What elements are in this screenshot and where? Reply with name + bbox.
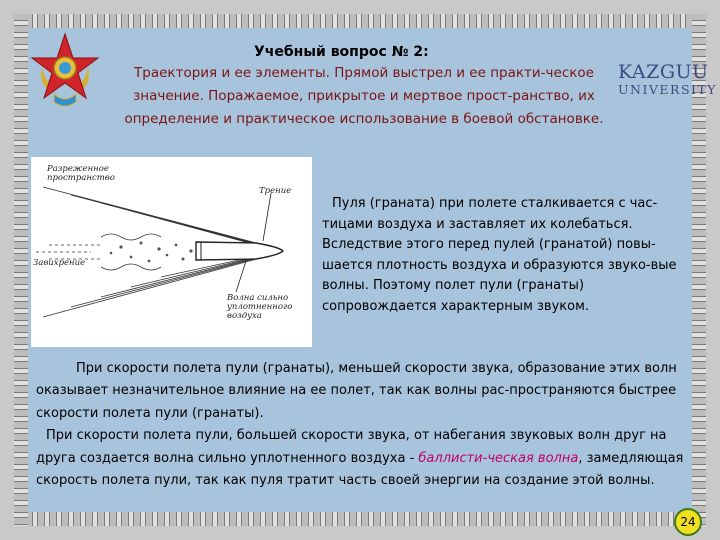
supersonic-text-start: При скорости полета пули, большей скорости звука, от набегания звуковых волн друг на друга создается волна сильно уплотненного воздуха - [36,428,667,466]
label-compressed-wave: Волна сильно уплотненного воздуха [227,293,293,321]
label-friction: Трение [259,186,292,196]
slide-title: Учебный вопрос № 2: [254,44,429,60]
logo-line-1: KAZGUU [618,61,709,83]
ballistic-wave-figure [31,157,312,347]
ornamental-border-top [14,14,706,28]
paragraph-speed [36,358,704,492]
slide-subtitle: Траектория и ее элементы. Прямой выстрел и ее практи-ческое значение. Поражаемое, прикрытое и мертвое прост-ранство, их определение и практическое использование в боевой обстановке. [124,65,604,127]
label-rarefied-space: Разреженное пространство [47,164,115,183]
supersonic-text-end: , замедляющая скорость полета пули, так как пуля тратит часть своей энергии на создание этой волны. [36,450,684,489]
paragraph-supersonic [36,425,704,492]
ornamental-border-left [14,14,28,526]
page-number-badge: 24 [674,508,702,536]
paragraph-subsonic: При скорости полета пули (гранаты), меньшей скорости звука, образование этих волн оказывает незначительное влияние на ее полет, так как волны рас-пространяются быстрее скорости полета пули (гранаты). [36,361,677,421]
label-vortex: Завихрение [33,258,86,268]
logo-line-2: UNIVERSITY [618,82,718,97]
star-emblem-icon [30,32,100,112]
kazguu-logo [618,62,720,102]
paragraph-sound-wave: Пуля (граната) при полете сталкивается с час-тицами воздуха и заставляет их колебаться. Вследствие этого перед пулей (гранатой) повы-шается плотность воздуха и образуются звуко-вые волны. Поэтому полет пули (гранаты) сопровождается характерным звуком. [322,196,677,314]
ornamental-border-bottom [14,512,706,526]
ballistic-wave-term: баллисти-ческая волна [418,450,579,466]
